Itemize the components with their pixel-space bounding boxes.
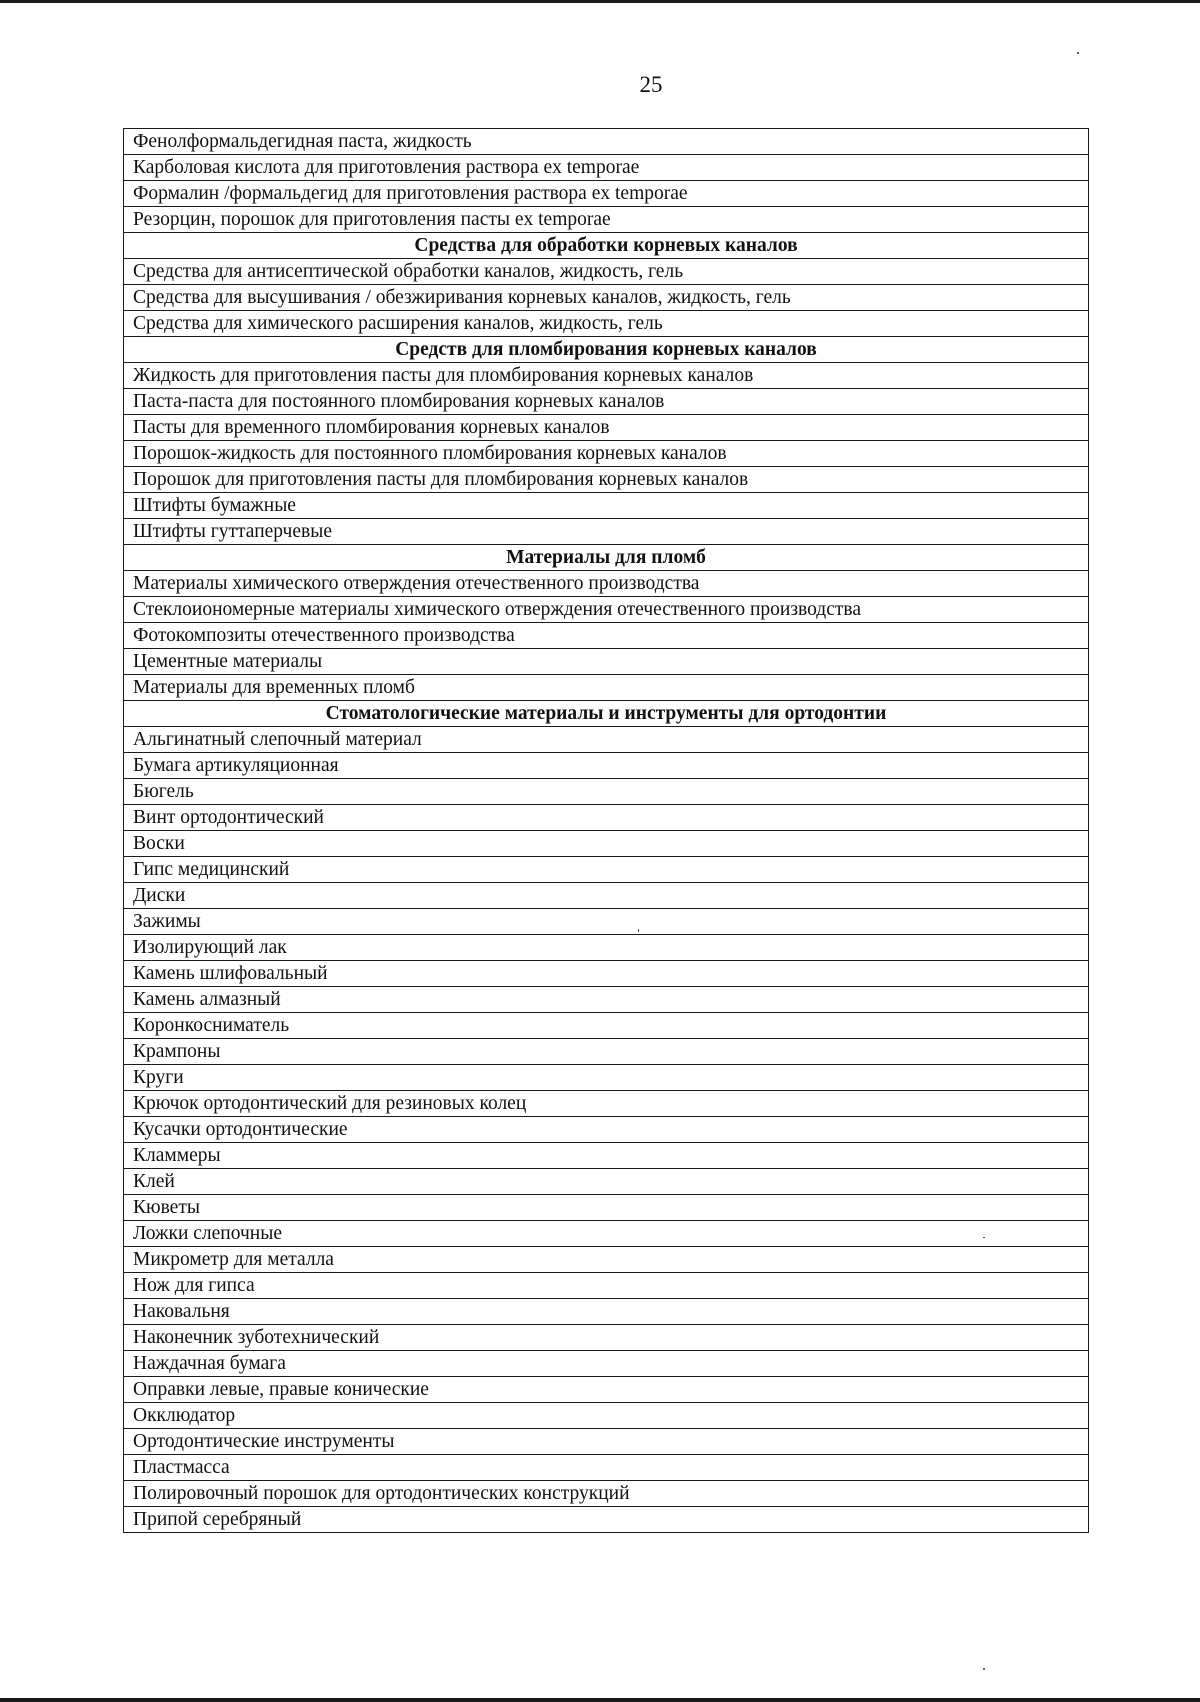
table-row — [124, 727, 1089, 753]
section-heading-cell: Стоматологические материалы и инструменты для ортодонтии — [124, 701, 1089, 727]
table-row — [124, 1013, 1089, 1039]
item-cell: Штифты бумажные — [124, 493, 1089, 519]
table-row — [124, 909, 1089, 935]
item-cell: Коронкосниматель — [124, 1013, 1089, 1039]
item-cell: Средства для антисептической обработки каналов, жидкость, гель — [124, 259, 1089, 285]
item-cell: Круги — [124, 1065, 1089, 1091]
section-heading-row — [124, 233, 1089, 259]
section-heading-row — [124, 545, 1089, 571]
table-row — [124, 935, 1089, 961]
item-cell: Формалин /формальдегид для приготовления раствора ex temporae — [124, 181, 1089, 207]
item-cell: Микрометр для металла — [124, 1247, 1089, 1273]
table-row — [124, 1247, 1089, 1273]
item-cell: Порошок для приготовления пасты для пломбирования корневых каналов — [124, 467, 1089, 493]
item-cell: Стеклоиономерные материалы химического отверждения отечественного производства — [124, 597, 1089, 623]
scan-speck — [1077, 52, 1079, 54]
scan-edge-bottom — [0, 1698, 1200, 1702]
table-row — [124, 1507, 1089, 1533]
item-cell: Нож для гипса — [124, 1273, 1089, 1299]
table-row — [124, 1117, 1089, 1143]
item-cell: Бумага артикуляционная — [124, 753, 1089, 779]
table-row — [124, 207, 1089, 233]
item-cell: Фенолформальдегидная паста, жидкость — [124, 129, 1089, 155]
table-row — [124, 1065, 1089, 1091]
table-row — [124, 961, 1089, 987]
table-row — [124, 389, 1089, 415]
table-row — [124, 1221, 1089, 1247]
table-row — [124, 1403, 1089, 1429]
item-cell: Клей — [124, 1169, 1089, 1195]
table-row — [124, 519, 1089, 545]
item-cell: Альгинатный слепочный материал — [124, 727, 1089, 753]
table-row — [124, 623, 1089, 649]
item-cell: Полировочный порошок для ортодонтических конструкций — [124, 1481, 1089, 1507]
table-row — [124, 155, 1089, 181]
item-cell: Наждачная бумага — [124, 1351, 1089, 1377]
table-row — [124, 1195, 1089, 1221]
section-heading-cell: Средств для пломбирования корневых каналов — [124, 337, 1089, 363]
table-row — [124, 883, 1089, 909]
item-cell: Гипс медицинский — [124, 857, 1089, 883]
item-cell: Средства для химического расширения каналов, жидкость, гель — [124, 311, 1089, 337]
table-row — [124, 857, 1089, 883]
table-row — [124, 1039, 1089, 1065]
table-row — [124, 441, 1089, 467]
item-cell: Кюветы — [124, 1195, 1089, 1221]
table-row — [124, 415, 1089, 441]
item-cell: Кламмеры — [124, 1143, 1089, 1169]
table-row — [124, 1273, 1089, 1299]
scan-edge-top — [0, 0, 1200, 3]
page-number: 25 — [639, 72, 663, 97]
table-row — [124, 1169, 1089, 1195]
item-cell: Ложки слепочные — [124, 1221, 1089, 1247]
item-cell: Наковальня — [124, 1299, 1089, 1325]
table-row — [124, 649, 1089, 675]
section-heading-cell: Средства для обработки корневых каналов — [124, 233, 1089, 259]
table-row — [124, 597, 1089, 623]
table-row — [124, 805, 1089, 831]
item-cell: Наконечник зуботехнический — [124, 1325, 1089, 1351]
table-row — [124, 129, 1089, 155]
item-cell: Штифты гуттаперчевые — [124, 519, 1089, 545]
scan-speck — [983, 1668, 985, 1670]
item-cell: Порошок-жидкость для постоянного пломбирования корневых каналов — [124, 441, 1089, 467]
item-cell: Воски — [124, 831, 1089, 857]
table-row — [124, 285, 1089, 311]
table-row — [124, 1377, 1089, 1403]
table-row — [124, 1351, 1089, 1377]
item-cell: Камень алмазный — [124, 987, 1089, 1013]
materials-table-body — [124, 129, 1089, 1533]
item-cell: Материалы химического отверждения отечественного производства — [124, 571, 1089, 597]
materials-table — [123, 128, 1089, 1533]
table-row — [124, 571, 1089, 597]
item-cell: Крампоны — [124, 1039, 1089, 1065]
item-cell: Кусачки ортодонтические — [124, 1117, 1089, 1143]
item-cell: Материалы для временных пломб — [124, 675, 1089, 701]
table-row — [124, 753, 1089, 779]
item-cell: Припой серебряный — [124, 1507, 1089, 1533]
section-heading-row — [124, 701, 1089, 727]
item-cell: Диски — [124, 883, 1089, 909]
item-cell: Жидкость для приготовления пасты для пломбирования корневых каналов — [124, 363, 1089, 389]
table-row — [124, 675, 1089, 701]
table-row — [124, 1143, 1089, 1169]
item-cell: Винт ортодонтический — [124, 805, 1089, 831]
table-row — [124, 467, 1089, 493]
item-cell: Пластмасса — [124, 1455, 1089, 1481]
item-cell: Зажимы — [124, 909, 1089, 935]
item-cell: Изолирующий лак — [124, 935, 1089, 961]
item-cell: Камень шлифовальный — [124, 961, 1089, 987]
item-cell: Фотокомпозиты отечественного производства — [124, 623, 1089, 649]
table-row — [124, 1325, 1089, 1351]
item-cell: Окклюдатор — [124, 1403, 1089, 1429]
item-cell: Ортодонтические инструменты — [124, 1429, 1089, 1455]
item-cell: Крючок ортодонтический для резиновых колец — [124, 1091, 1089, 1117]
item-cell: Бюгель — [124, 779, 1089, 805]
section-heading-cell: Материалы для пломб — [124, 545, 1089, 571]
table-row — [124, 311, 1089, 337]
table-row — [124, 1091, 1089, 1117]
table-row — [124, 259, 1089, 285]
item-cell: Паста-паста для постоянного пломбирования корневых каналов — [124, 389, 1089, 415]
table-row — [124, 493, 1089, 519]
table-row — [124, 779, 1089, 805]
section-heading-row — [124, 337, 1089, 363]
item-cell: Цементные материалы — [124, 649, 1089, 675]
item-cell: Пасты для временного пломбирования корневых каналов — [124, 415, 1089, 441]
table-row — [124, 1299, 1089, 1325]
table-row — [124, 181, 1089, 207]
table-row — [124, 1429, 1089, 1455]
item-cell: Карболовая кислота для приготовления раствора ex temporae — [124, 155, 1089, 181]
table-row — [124, 1455, 1089, 1481]
table-row — [124, 1481, 1089, 1507]
table-row — [124, 987, 1089, 1013]
item-cell: Резорцин, порошок для приготовления пасты ex temporae — [124, 207, 1089, 233]
table-row — [124, 363, 1089, 389]
table-row — [124, 831, 1089, 857]
item-cell: Оправки левые, правые конические — [124, 1377, 1089, 1403]
item-cell: Средства для высушивания / обезжиривания корневых каналов, жидкость, гель — [124, 285, 1089, 311]
